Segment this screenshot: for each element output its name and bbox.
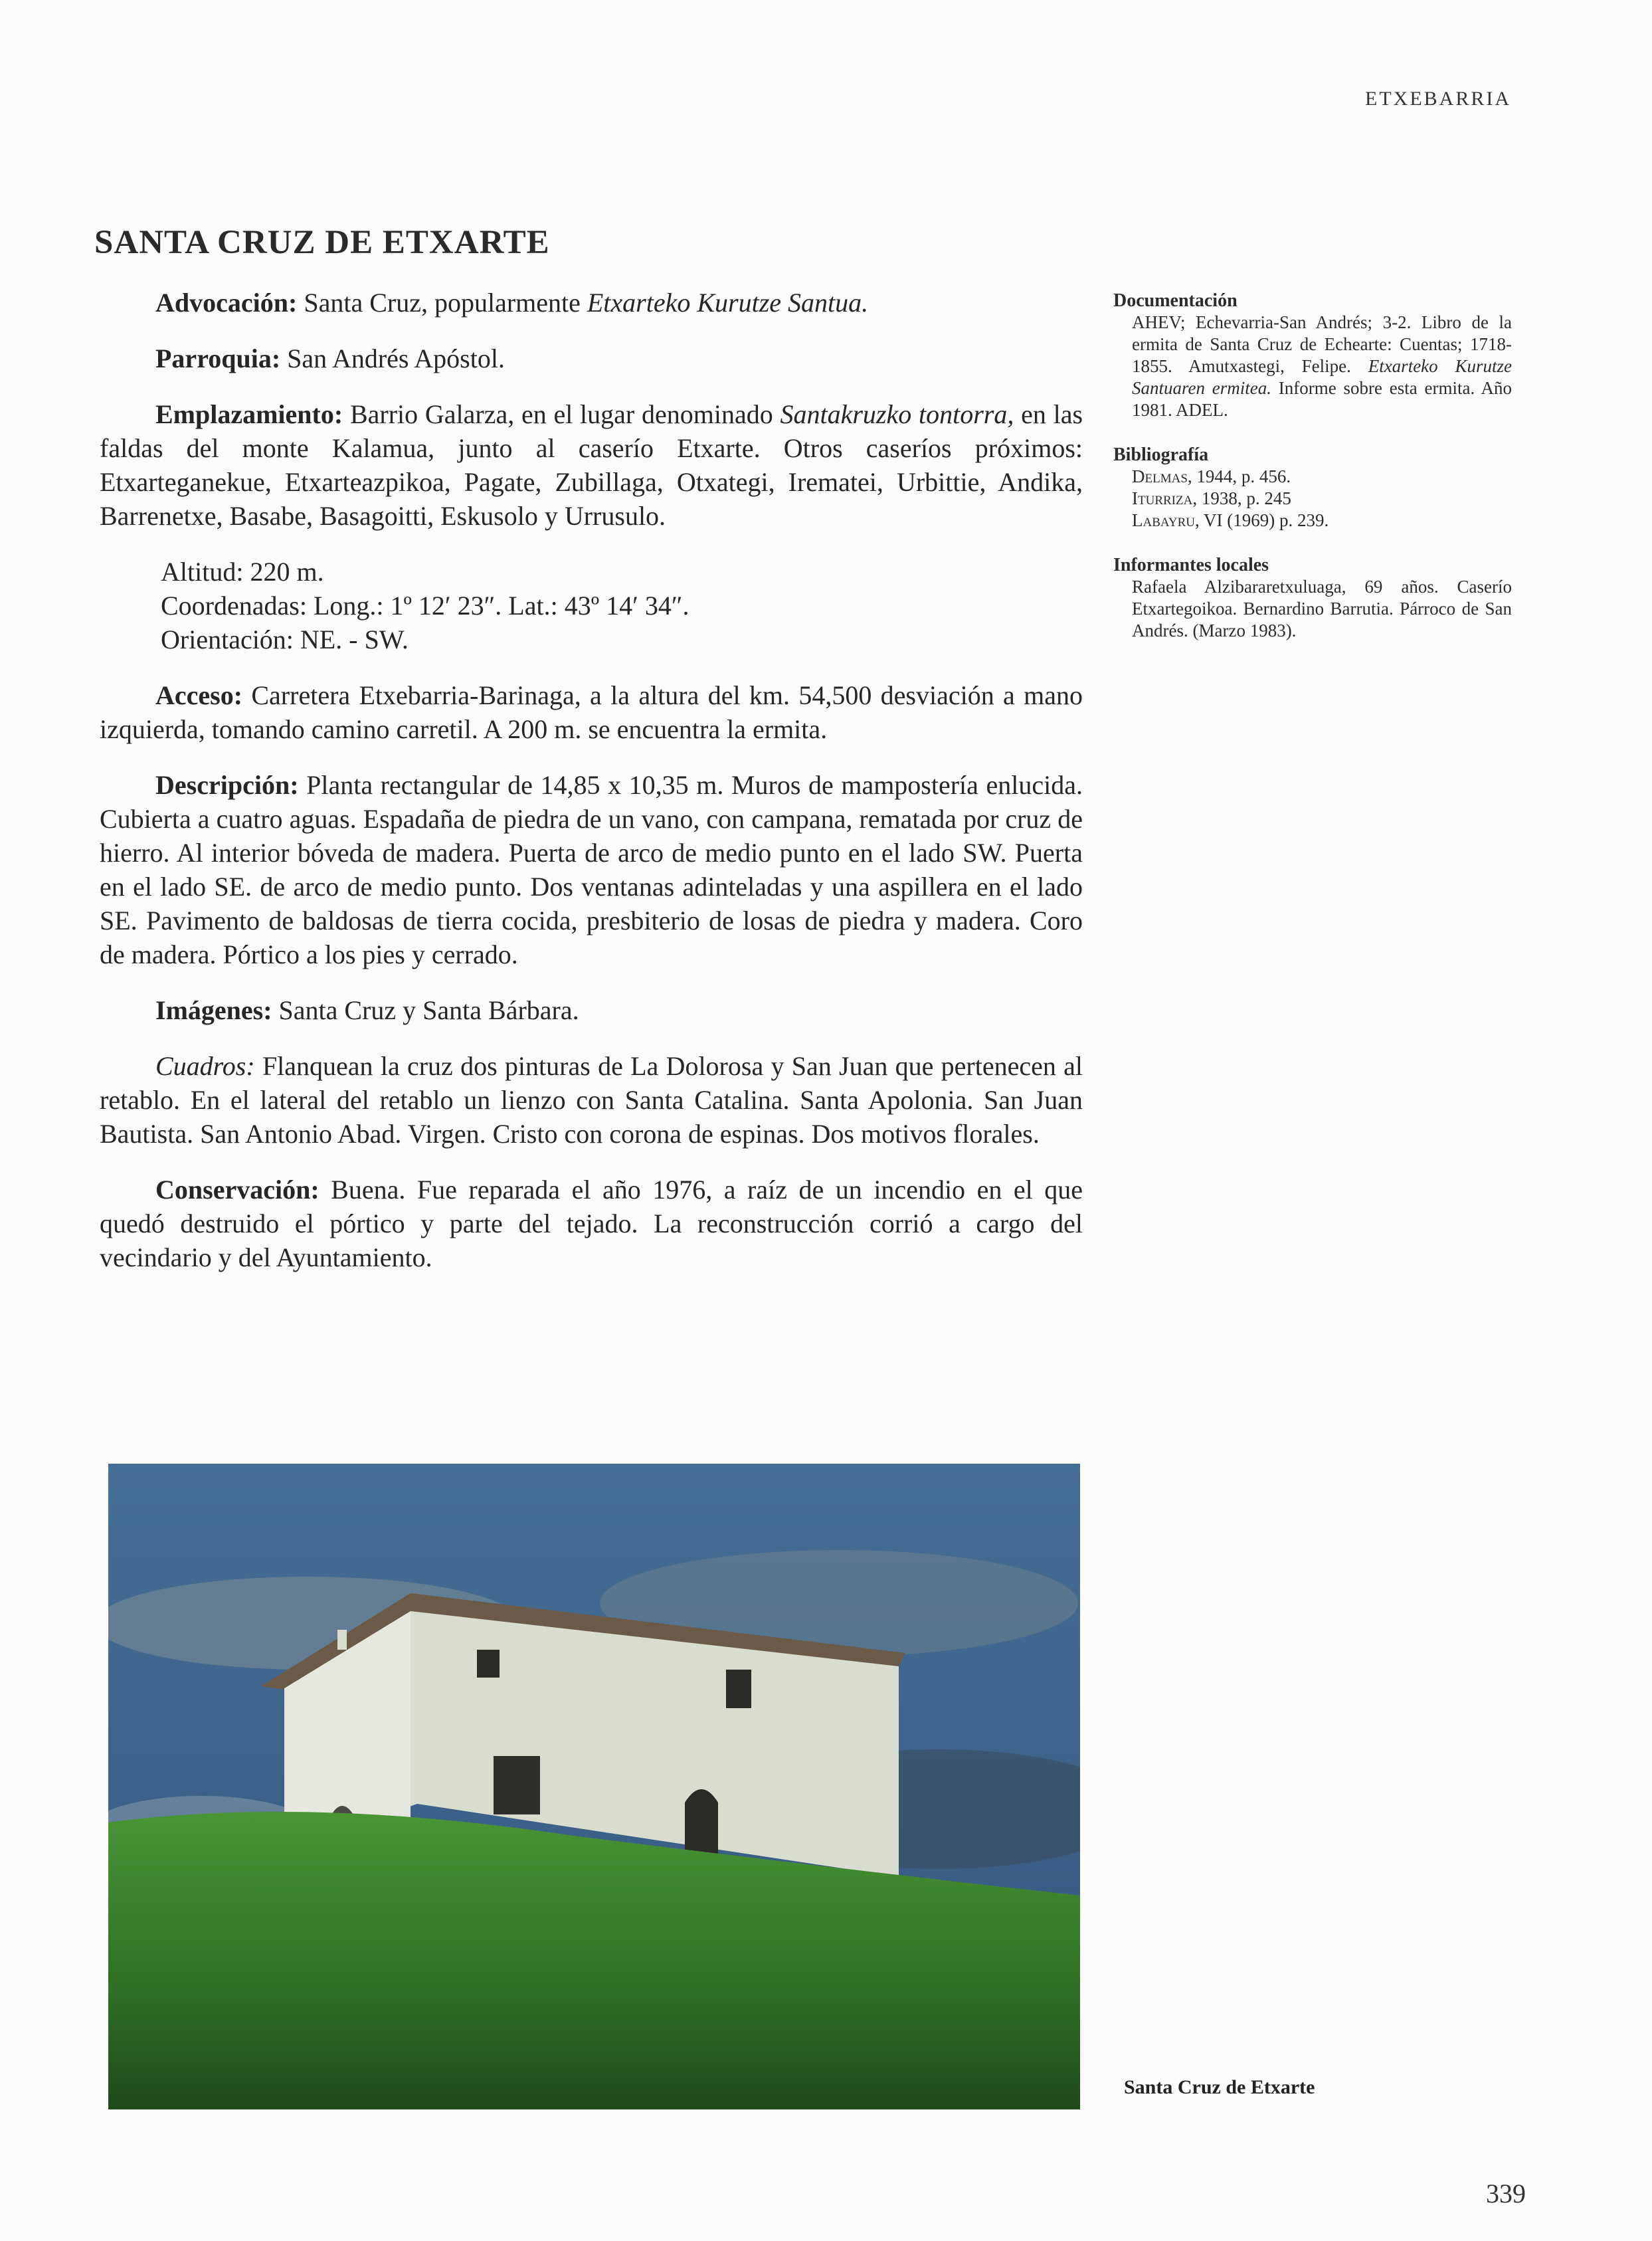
advocacion-italic: Etxarteko Kurutze Santua. <box>587 288 869 318</box>
imagenes-paragraph <box>100 993 1083 1027</box>
altitud: Altitud: 220 m. <box>161 557 324 587</box>
conservacion-text: Buena. Fue reparada el año 1976, a raíz de un incendio en el que quedó destruido el pórtico y parte del tejado. La reconstrucción corrió a cargo del vecindario y del Ayuntamiento. <box>100 1175 1083 1272</box>
advocacion-label: Advocación: <box>155 288 298 318</box>
imagenes-label: Imágenes: <box>155 995 272 1025</box>
descripcion-text: Planta rectangular de 14,85 x 10,35 m. Muros de mampostería enlucida. Cubierta a cuatro aguas. Espadaña de piedra de un vano, con campana, rematada por cruz de hierro. Al interior bóveda de madera. Puerta de arco de medio punto en el lado SW. Puerta en el lado SE. de arco de medio punto. Dos ventanas adinteladas y una aspillera en el lado SE. Pavimento de baldosas de tierra cocida, presbiterio de losas de piedra y madera. Coro de madera. Pórtico a los pies y cerrado. <box>100 770 1083 969</box>
orientacion: Orientación: NE. - SW. <box>161 625 409 654</box>
advocacion-paragraph <box>100 286 1083 320</box>
advocacion-text: Santa Cruz, popularmente <box>304 288 581 318</box>
documentacion-block <box>1113 290 1512 421</box>
bib-author: Iturriza <box>1132 488 1193 508</box>
emplazamiento-text2: en las faldas del monte Kalamua, junto al caserío Etxarte. Otros caseríos próximos: Etxarteganekue, Etxarteazpikoa, Pagate, Zubillaga, Otxategi, Irematei, Urbittie, Andika, Barrenetxe, Basabe, Basagoitti, Eskusolo y Urrusulo. <box>100 399 1083 531</box>
documentacion-italic: Etxarteko Kurutze Santuaren ermitea. <box>1132 356 1512 398</box>
building-window <box>477 1650 500 1678</box>
bibliografia-body <box>1113 466 1512 532</box>
informantes-block <box>1113 554 1512 642</box>
conservacion-label: Conservación: <box>155 1175 320 1205</box>
page-title: SANTA CRUZ DE ETXARTE <box>94 224 550 261</box>
conservacion-paragraph <box>100 1173 1083 1274</box>
emplazamiento-text1: Barrio Galarza, en el lugar denominado <box>349 399 773 429</box>
bib-rest: , 1938, p. 245 <box>1192 488 1291 508</box>
cuadros-paragraph <box>100 1049 1083 1151</box>
bibliografia-block <box>1113 444 1512 532</box>
parroquia-paragraph <box>100 341 1083 375</box>
page-number: 339 <box>1486 2179 1526 2208</box>
cuadros-text: Flanquean la cruz dos pinturas de La Dolorosa y San Juan que pertenecen al retablo. En el lateral del retablo un lienzo con Santa Catalina. Santa Apolonia. San Juan Bautista. San Antonio Abad. Virgen. Cristo con corona de espinas. Dos motivos florales. <box>100 1051 1083 1149</box>
sidebar-notes <box>1113 290 1512 664</box>
hermitage-illustration <box>108 1464 1080 2109</box>
parroquia-label: Parroquia: <box>155 343 281 373</box>
espadana <box>337 1630 347 1650</box>
documentacion-heading: Documentación <box>1113 290 1238 311</box>
descripcion-paragraph <box>100 768 1083 971</box>
bib-rest: , 1944, p. 456. <box>1187 466 1291 486</box>
coordenadas: Coordenadas: Long.: 1º 12′ 23″. Lat.: 43º 14′ 34″. <box>161 591 689 621</box>
documentacion-text1: AHEV; Echevarria-San Andrés; 3-2. Libro de la ermita de Santa Cruz de Echearte: Cuentas; 1718-1855. Amutxastegi, Felipe. <box>1132 312 1512 376</box>
building-window <box>726 1670 751 1708</box>
photo-caption: Santa Cruz de Etxarte <box>1124 2076 1315 2098</box>
descripcion-label: Descripción: <box>155 770 299 800</box>
location-data <box>161 555 1083 656</box>
building-window <box>494 1756 540 1814</box>
bibliografia-entry <box>1132 466 1512 488</box>
cuadros-label: Cuadros: <box>155 1051 255 1081</box>
running-head: ETXEBARRIA <box>1365 88 1511 110</box>
documentacion-body <box>1113 312 1512 421</box>
bibliografia-entry <box>1132 488 1512 510</box>
main-text <box>100 286 1083 1296</box>
bib-rest: , VI (1969) p. 239. <box>1194 510 1329 530</box>
parroquia-text: San Andrés Apóstol. <box>287 343 505 373</box>
informantes-heading: Informantes locales <box>1113 555 1269 575</box>
bib-author: Delmas <box>1132 466 1188 486</box>
acceso-label: Acceso: <box>155 680 243 710</box>
bibliografia-heading: Bibliografía <box>1113 444 1209 465</box>
imagenes-text: Santa Cruz y Santa Bárbara. <box>278 995 579 1025</box>
hermitage-photo <box>108 1464 1080 2109</box>
bibliografia-entry <box>1132 510 1512 532</box>
emplazamiento-label: Emplazamiento: <box>155 399 343 429</box>
acceso-paragraph <box>100 678 1083 746</box>
bib-author: Labayru <box>1132 510 1195 530</box>
emplazamiento-paragraph <box>100 397 1083 533</box>
informantes-body: Rafaela Alzibararetxuluaga, 69 años. Caserío Etxartegoikoa. Bernardino Barrutia. Párroco de San Andrés. (Marzo 1983). <box>1132 577 1512 640</box>
acceso-text: Carretera Etxebarria-Barinaga, a la altura del km. 54,500 desviación a mano izquierda, tomando camino carretil. A 200 m. se encuentra la ermita. <box>100 680 1083 744</box>
emplazamiento-italic: Santakruzko tontorra, <box>780 399 1014 429</box>
documentacion-text2: Informe sobre esta ermita. Año 1981. ADEL. <box>1132 378 1513 420</box>
